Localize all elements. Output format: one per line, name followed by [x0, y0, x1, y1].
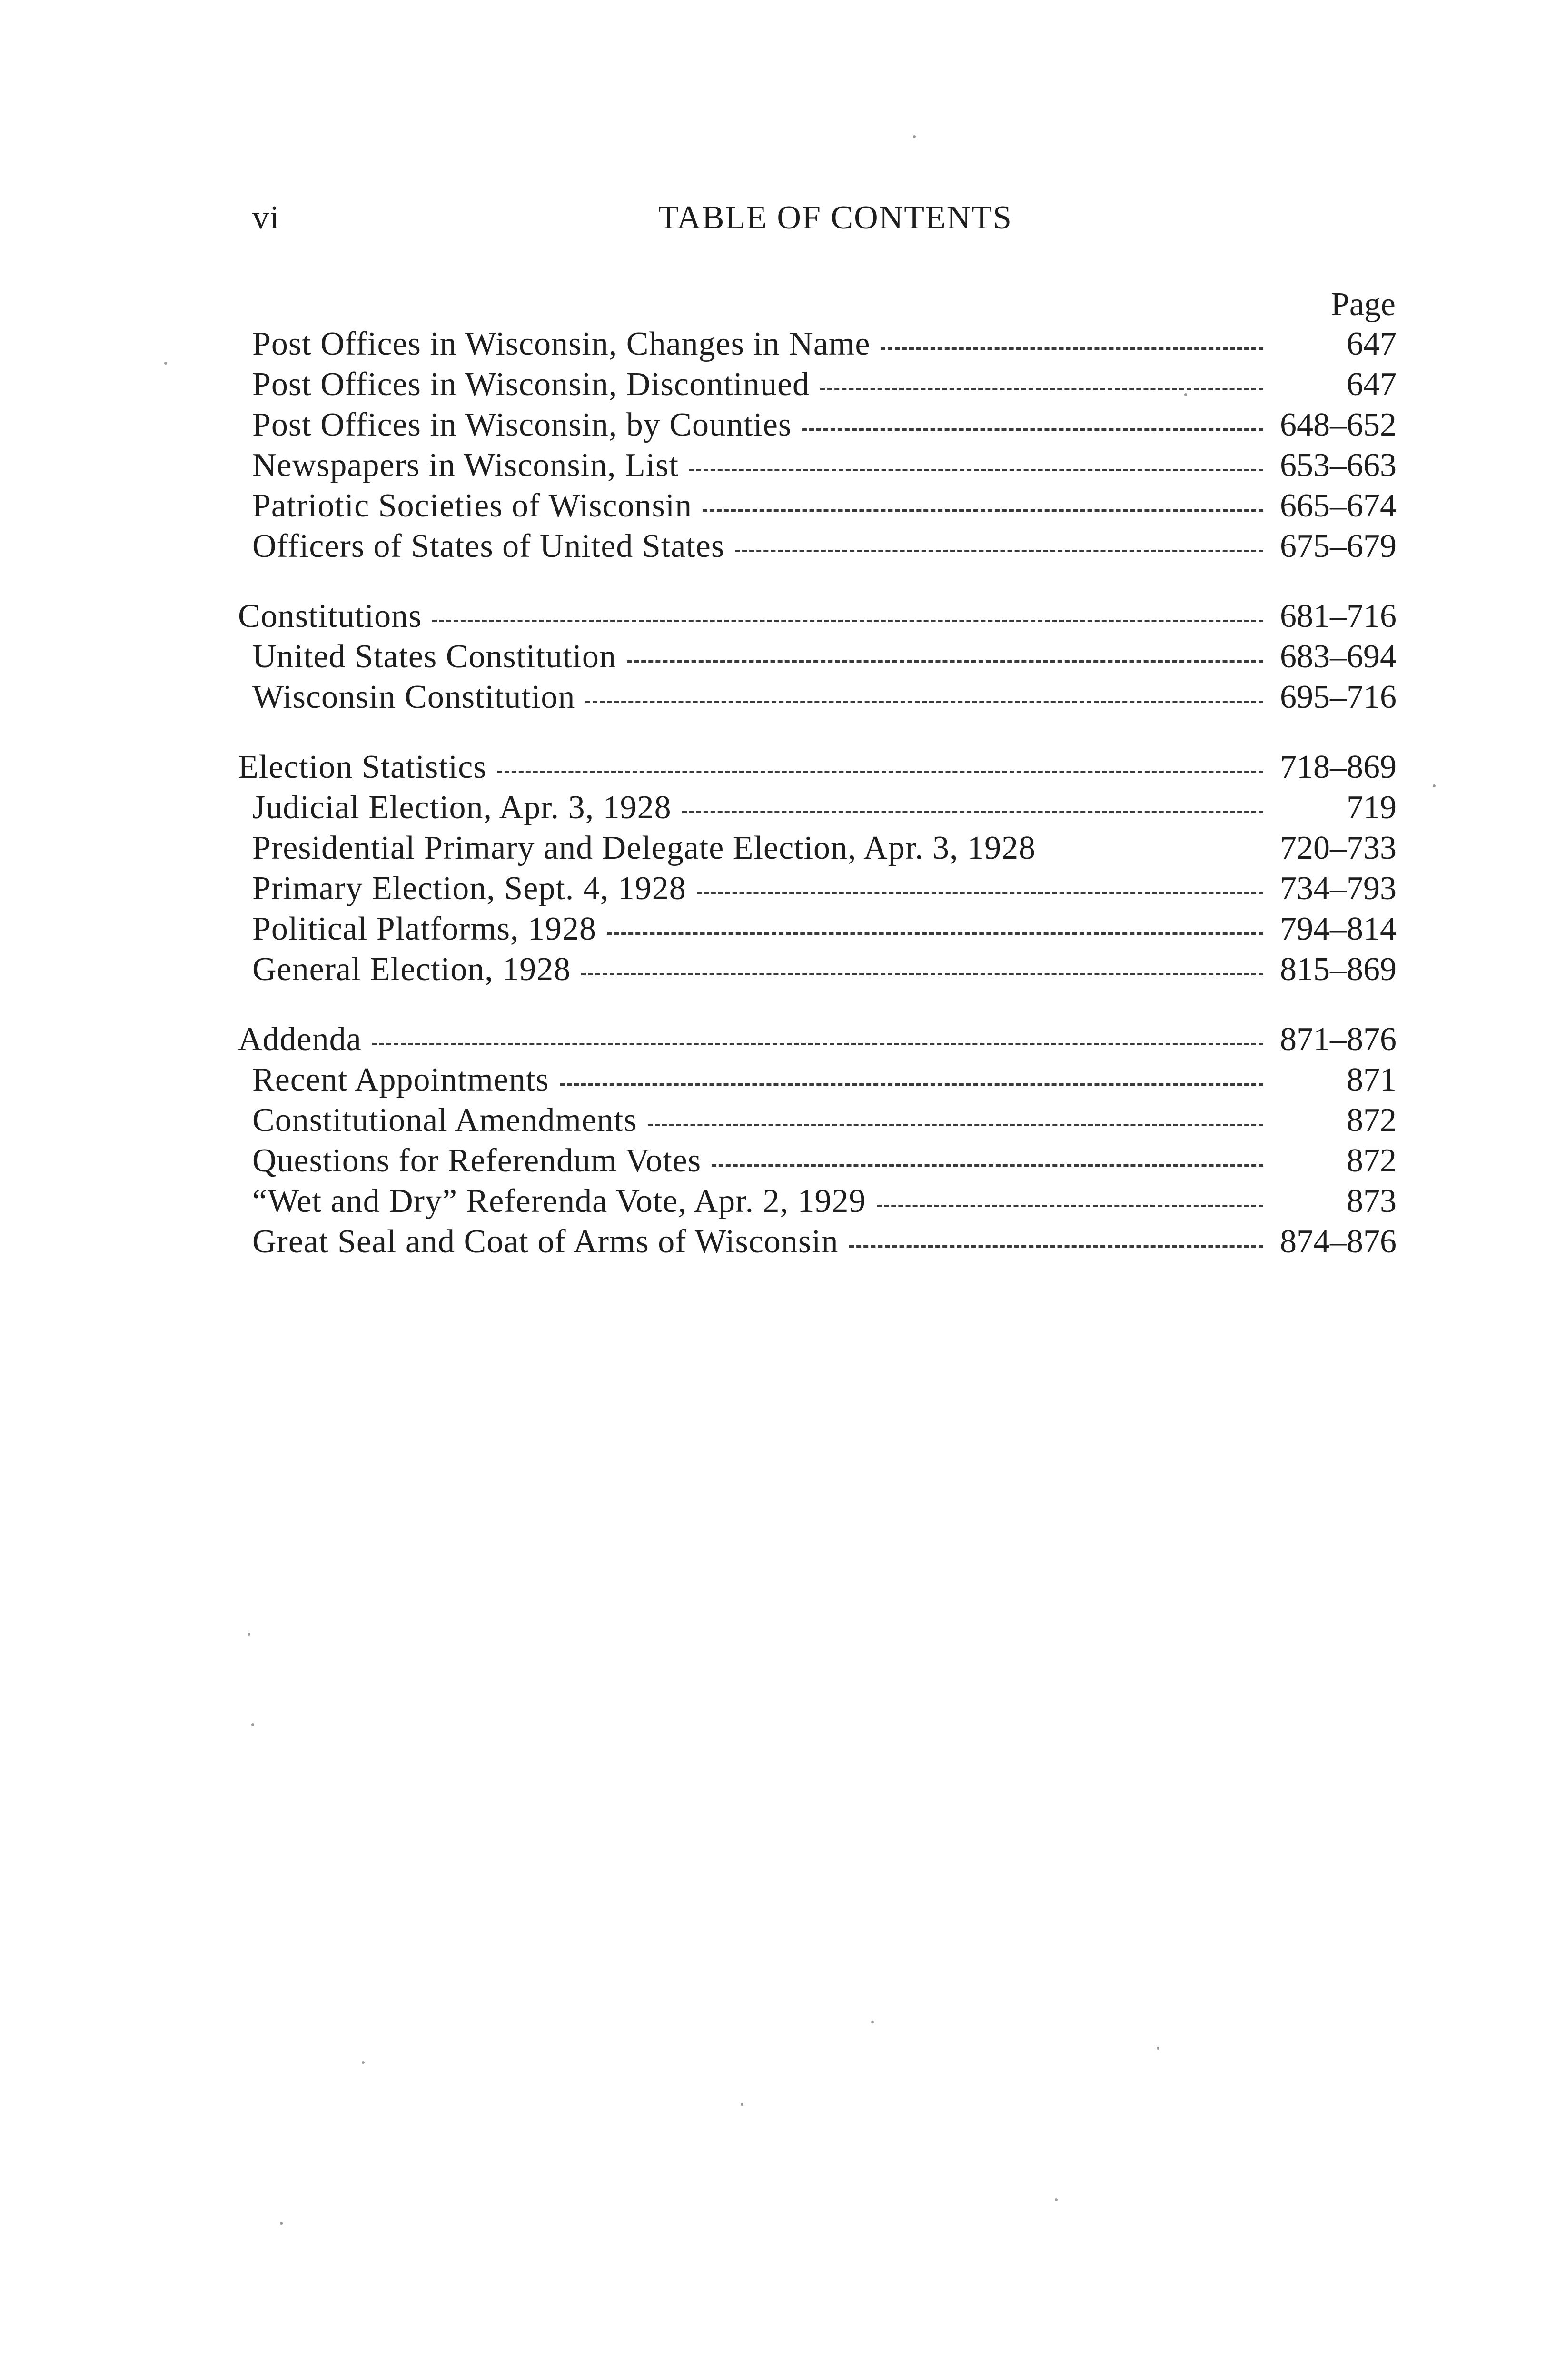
dot-leader — [735, 550, 1263, 552]
dot-leader — [560, 1083, 1263, 1086]
toc-entry-page: 871 — [1347, 1061, 1397, 1098]
toc-section — [238, 747, 1399, 990]
dot-leader — [372, 1043, 1263, 1045]
dot-leader — [682, 811, 1263, 813]
toc-entry — [238, 787, 1399, 828]
scan-speck — [871, 2021, 874, 2023]
dot-leader — [849, 1245, 1263, 1248]
toc-entry-title: United States Constitution — [252, 638, 616, 675]
toc-entry-page: 665–674 — [1280, 487, 1397, 524]
toc-entry-page: 873 — [1347, 1183, 1397, 1220]
scan-speck — [913, 135, 916, 138]
toc-entry — [238, 1100, 1399, 1140]
scan-speck — [280, 2222, 283, 2225]
toc-entry-title: Questions for Referendum Votes — [252, 1142, 702, 1179]
toc-entry — [238, 405, 1399, 445]
dot-leader — [877, 1205, 1263, 1207]
toc-entry-title: “Wet and Dry” Referenda Vote, Apr. 2, 1929 — [252, 1183, 866, 1220]
toc-entry-title: Great Seal and Coat of Arms of Wisconsin — [252, 1223, 839, 1260]
toc-entry-page: 648–652 — [1280, 407, 1397, 443]
toc-section-heading — [238, 1019, 1399, 1060]
toc-entry-page: 872 — [1347, 1142, 1397, 1179]
dot-leader — [820, 388, 1263, 390]
toc-entry-title: Addenda — [238, 1021, 362, 1058]
toc-entry-page: 718–869 — [1280, 749, 1397, 785]
toc-section-heading — [238, 747, 1399, 787]
toc-entry — [238, 486, 1399, 526]
scan-speck — [1184, 393, 1187, 396]
toc-entry-title: Officers of States of United States — [252, 528, 725, 565]
dot-leader — [712, 1164, 1263, 1167]
toc-entry-title: Recent Appointments — [252, 1061, 549, 1098]
scan-speck — [248, 1633, 250, 1636]
toc-section — [238, 324, 1399, 566]
toc-entry-page: 794–814 — [1280, 911, 1397, 947]
toc-entry-title: Patriotic Societies of Wisconsin — [252, 487, 693, 524]
toc-section — [238, 596, 1399, 717]
dot-leader — [703, 509, 1263, 512]
toc-entry — [238, 677, 1399, 717]
scan-speck — [251, 1723, 254, 1726]
dot-leader — [881, 347, 1263, 350]
toc-entry-page: 719 — [1347, 789, 1397, 826]
toc-entry — [238, 1221, 1399, 1262]
toc-entry — [238, 909, 1399, 949]
toc-entry-page: 695–716 — [1280, 679, 1397, 715]
toc-entry-page: 720–733 — [1280, 830, 1397, 866]
toc-entry-page: 874–876 — [1280, 1223, 1397, 1260]
toc-entry-page: 647 — [1347, 366, 1397, 403]
scan-speck — [362, 2061, 365, 2064]
dot-leader — [432, 620, 1263, 622]
dot-leader — [581, 973, 1263, 975]
page-title: TABLE OF CONTENTS — [658, 199, 1012, 236]
scan-speck — [164, 362, 167, 365]
toc-entry-title: Newspapers in Wisconsin, List — [252, 447, 679, 484]
toc-entry — [238, 364, 1399, 405]
table-of-contents — [238, 324, 1399, 1262]
toc-entry-title: Political Platforms, 1928 — [252, 911, 597, 947]
toc-entry — [238, 868, 1399, 909]
dot-leader — [585, 701, 1263, 703]
scan-speck — [1055, 2198, 1058, 2201]
dot-leader — [802, 428, 1263, 431]
toc-entry — [238, 526, 1399, 566]
toc-entry — [238, 949, 1399, 990]
toc-entry-page: 815–869 — [1280, 951, 1397, 988]
toc-entry-title: Post Offices in Wisconsin, by Counties — [252, 407, 792, 443]
toc-entry-title: Wisconsin Constitution — [252, 679, 575, 715]
toc-entry-title: Election Statistics — [238, 749, 487, 785]
toc-entry-page: 683–694 — [1280, 638, 1397, 675]
scan-speck — [741, 2103, 743, 2106]
toc-entry-title: Constitutional Amendments — [252, 1102, 637, 1139]
toc-entry — [238, 1060, 1399, 1100]
toc-entry-title: Judicial Election, Apr. 3, 1928 — [252, 789, 672, 826]
toc-entry — [238, 828, 1399, 868]
toc-entry-page: 734–793 — [1280, 870, 1397, 907]
toc-entry-page: 675–679 — [1280, 528, 1397, 565]
toc-entry — [238, 1181, 1399, 1221]
dot-leader — [497, 771, 1263, 773]
scan-speck — [1433, 784, 1436, 787]
dot-leader — [607, 932, 1263, 935]
running-head — [252, 199, 1404, 242]
toc-entry-title: Primary Election, Sept. 4, 1928 — [252, 870, 686, 907]
page-column-label: Page — [1330, 286, 1396, 323]
toc-entry-page: 653–663 — [1280, 447, 1397, 484]
toc-entry — [238, 324, 1399, 364]
dot-leader — [689, 469, 1263, 471]
toc-section — [238, 1019, 1399, 1262]
toc-entry-page: 872 — [1347, 1102, 1397, 1139]
dot-leader — [697, 892, 1263, 894]
toc-entry-page: 647 — [1347, 326, 1397, 362]
toc-entry-page: 871–876 — [1280, 1021, 1397, 1058]
dot-leader — [648, 1124, 1263, 1126]
scan-speck — [1157, 2047, 1160, 2050]
toc-entry-title: Post Offices in Wisconsin, Discontinued — [252, 366, 810, 403]
toc-entry-title: Presidential Primary and Delegate Election, Apr. 3, 1928 — [252, 830, 1036, 866]
toc-entry-title: General Election, 1928 — [252, 951, 571, 988]
dot-leader — [627, 660, 1263, 663]
toc-entry — [238, 445, 1399, 486]
toc-entry-title: Post Offices in Wisconsin, Changes in Name — [252, 326, 871, 362]
toc-entry-title: Constitutions — [238, 598, 422, 635]
toc-entry — [238, 636, 1399, 677]
page-number: vi — [252, 199, 280, 236]
toc-section-heading — [238, 596, 1399, 636]
toc-entry — [238, 1140, 1399, 1181]
toc-entry-page: 681–716 — [1280, 598, 1397, 635]
